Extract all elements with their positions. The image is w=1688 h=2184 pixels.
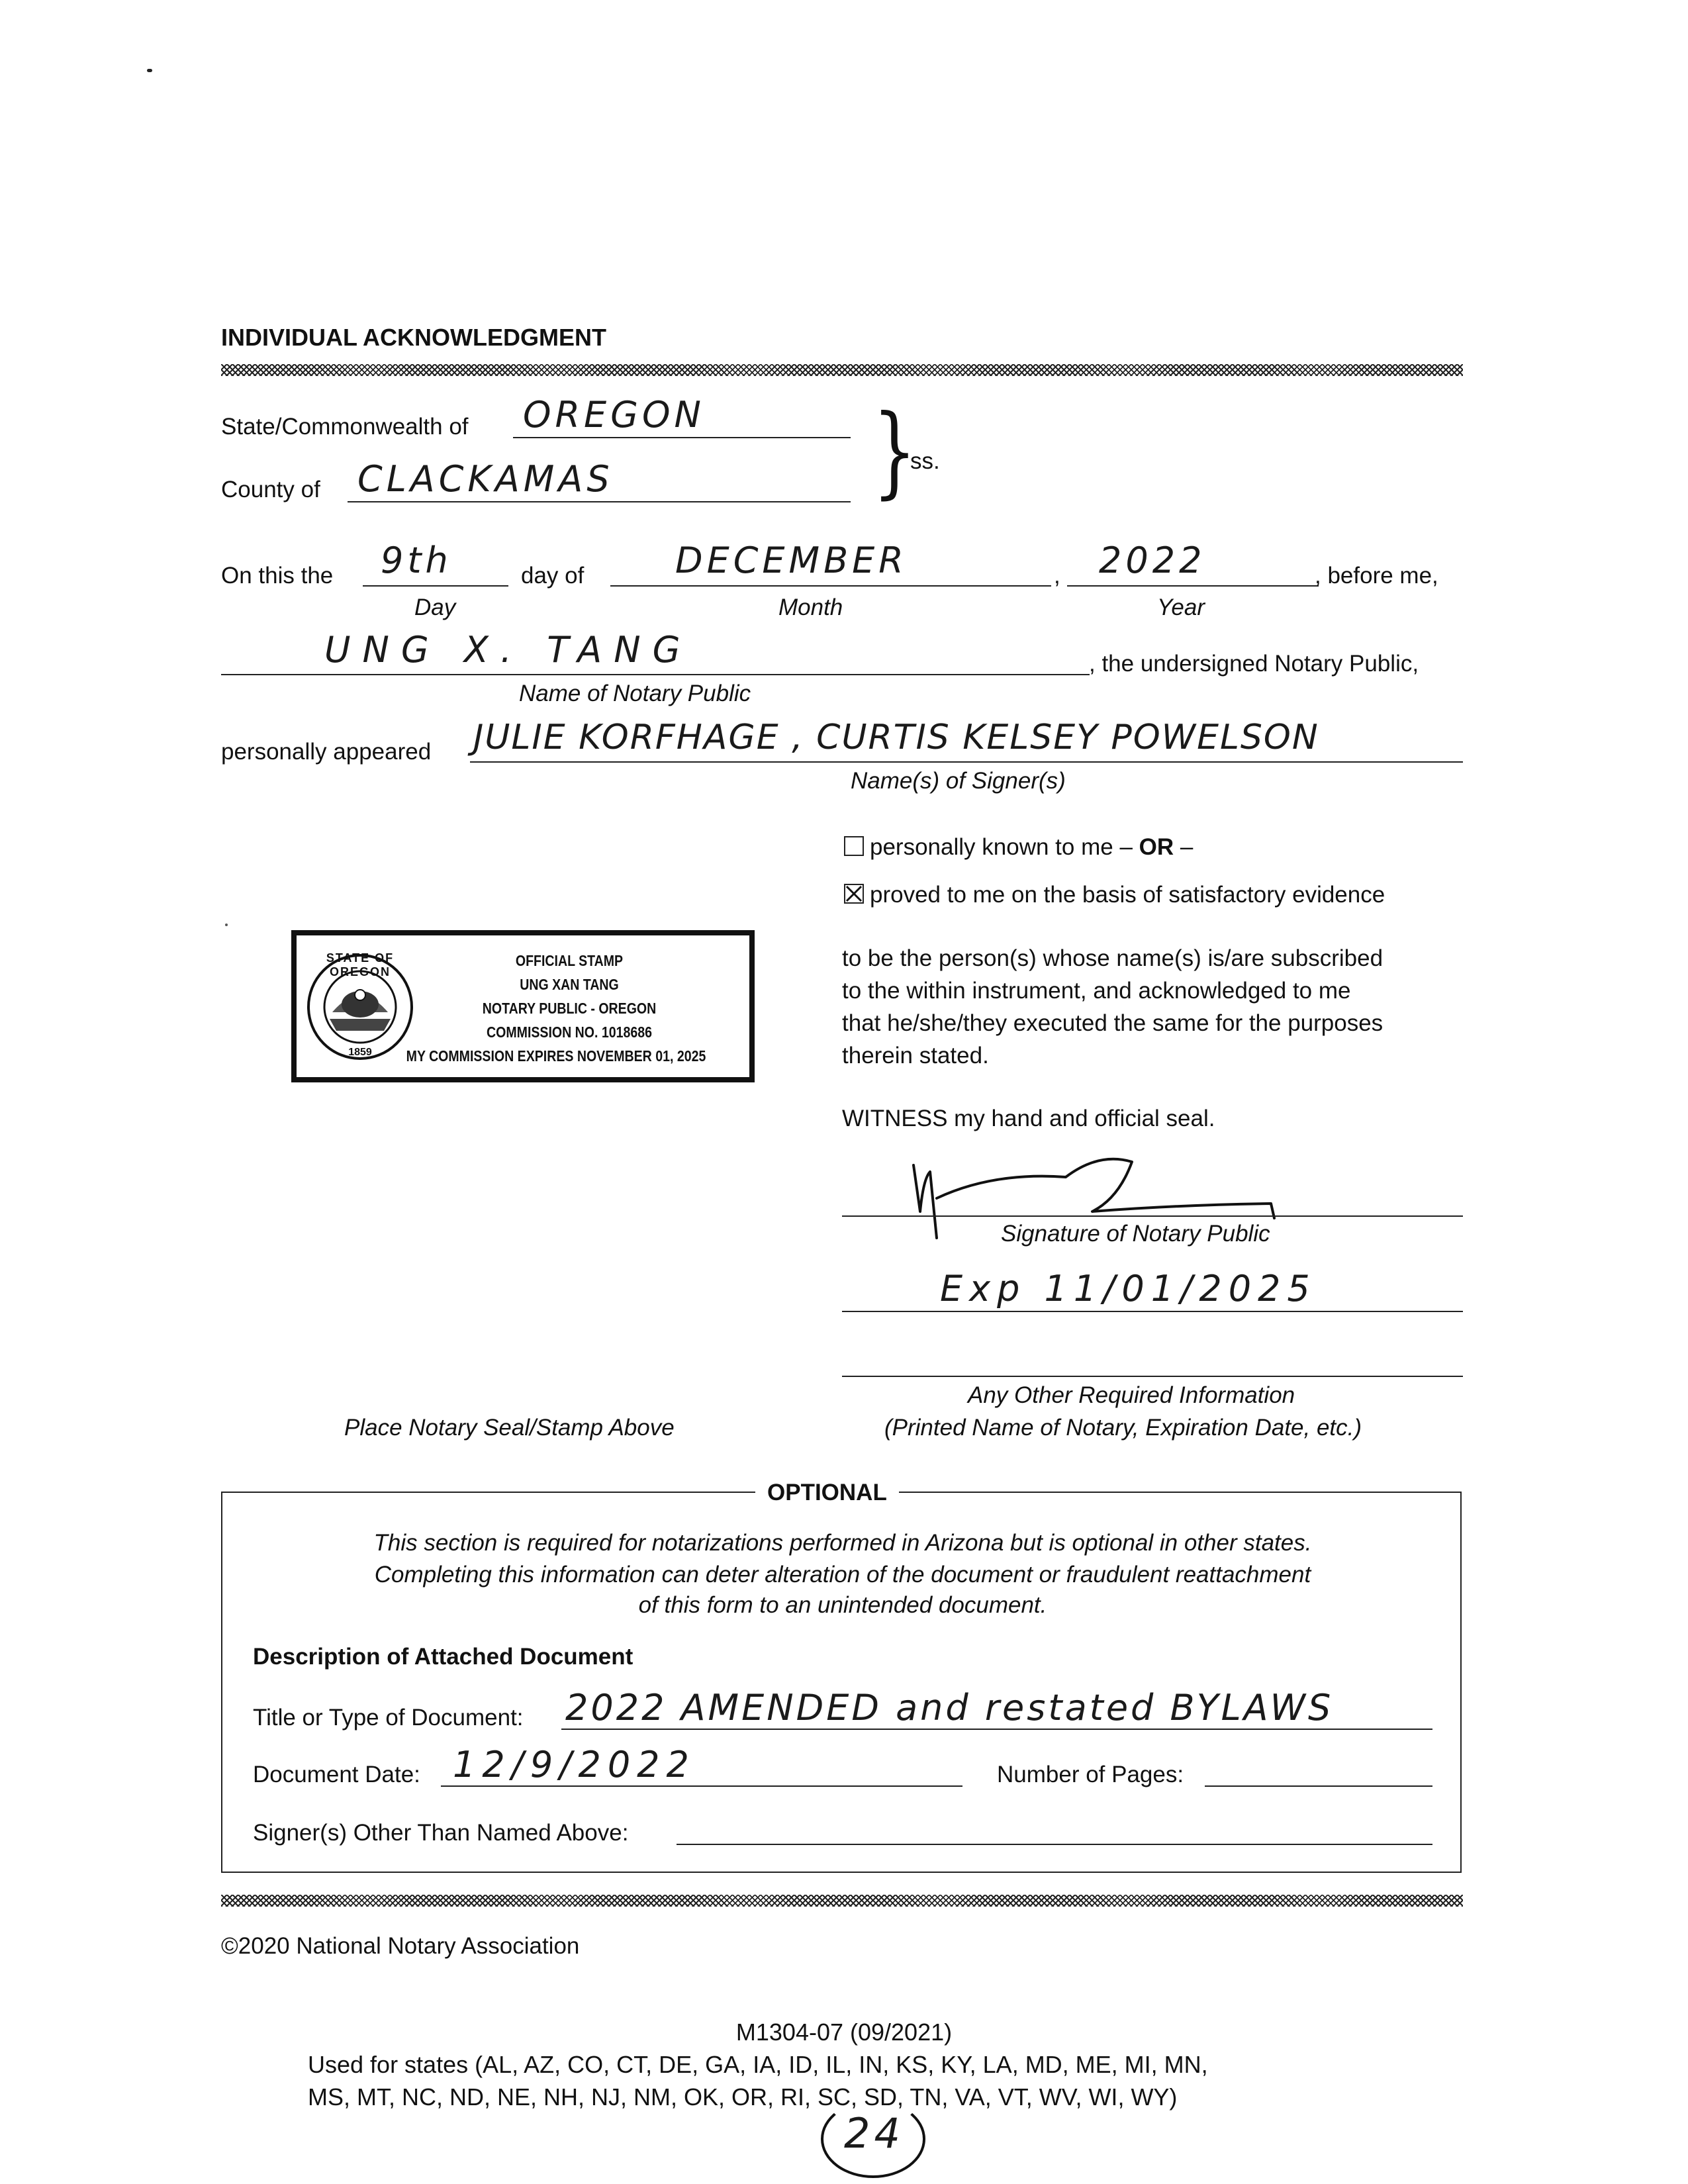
undersigned-label: , the undersigned Notary Public, [1089, 651, 1419, 677]
month-line [610, 585, 1051, 587]
date-label: Document Date: [253, 1762, 420, 1787]
personally-known-checkbox[interactable] [844, 836, 864, 856]
states-line-1: Used for states (AL, AZ, CO, CT, DE, GA, IA, ID, IL, IN, KS, KY, LA, MD, ME, MI, MN, [308, 2051, 1208, 2078]
optional-note-2: Completing this information can deter alteration of the document or fraudulent reattachment [374, 1562, 1311, 1588]
title-label: Title or Type of Document: [253, 1705, 524, 1731]
day-caption: Day [414, 594, 456, 620]
scan-speck [147, 69, 152, 72]
personally-known-text: personally known to me [870, 834, 1113, 860]
seal-year: 1859 [348, 1047, 372, 1058]
witness-label: WITNESS my hand and official seal. [842, 1106, 1215, 1131]
form-title: INDIVIDUAL ACKNOWLEDGMENT [221, 324, 606, 351]
stamp-line-2: UNG XAN TANG [520, 976, 619, 993]
stamp-line-3: NOTARY PUBLIC - OREGON [482, 1000, 657, 1017]
known-dash: – [1119, 834, 1133, 860]
other-info-handwritten: Exp 11/01/2025 [940, 1268, 1317, 1309]
other-info-caption-1: Any Other Required Information [968, 1382, 1295, 1408]
form-id: M1304-07 (09/2021) [735, 2018, 953, 2046]
title-handwritten: 2022 AMENDED and restated BYLAWS [565, 1687, 1334, 1729]
checkbox-x-mark [845, 885, 863, 902]
signers-handwritten: JULIE KORFHAGE , CURTIS KELSEY POWELSON [473, 718, 1319, 757]
signers-caption: Name(s) of Signer(s) [851, 768, 1066, 794]
signature-caption: Signature of Notary Public [1001, 1221, 1270, 1247]
other-signers-label: Signer(s) Other Than Named Above: [253, 1820, 629, 1846]
pages-label: Number of Pages: [997, 1762, 1184, 1787]
month-comma: , [1054, 563, 1060, 589]
stamp-line-4: COMMISSION NO. 1018686 [487, 1023, 652, 1041]
day-of-label: day of [521, 563, 585, 589]
stamp-line-1: OFFICIAL STAMP [515, 952, 624, 969]
seal-legend: STATE OF OREGON [326, 951, 395, 978]
optional-heading: OPTIONAL [755, 1481, 899, 1504]
other-info-caption-2: (Printed Name of Notary, Expiration Date, etc.) [884, 1415, 1362, 1441]
proved-evidence-label: proved to me on the basis of satisfactory evidence [870, 882, 1385, 908]
optional-section [221, 1480, 1462, 1873]
year-line [1067, 585, 1319, 587]
other-info-line-1 [842, 1311, 1463, 1312]
county-handwritten: CLACKAMAS [357, 458, 614, 500]
seal-caption: Place Notary Seal/Stamp Above [344, 1415, 675, 1441]
state-line [513, 437, 851, 438]
bottom-hatch-divider [221, 1895, 1463, 1907]
stamp-line-5: MY COMMISSION EXPIRES NOVEMBER 01, 2025 [406, 1047, 706, 1065]
other-signers-line [677, 1844, 1432, 1845]
body-line-4: therein stated. [842, 1043, 989, 1068]
page-number: 24 [844, 2109, 904, 2158]
month-handwritten: DECEMBER [675, 540, 908, 581]
before-me-label: , before me, [1315, 563, 1438, 589]
on-this-the-label: On this the [221, 563, 334, 589]
or-label: OR [1139, 834, 1174, 860]
title-line [561, 1729, 1432, 1730]
official-notary-stamp [291, 930, 755, 1082]
other-info-line-2 [842, 1376, 1463, 1377]
county-line [348, 501, 851, 502]
scan-speck [225, 924, 228, 926]
body-line-2: to the within instrument, and acknowledged to me [842, 978, 1351, 1004]
state-label: State/Commonwealth of [221, 414, 469, 440]
state-handwritten: OREGON [523, 394, 705, 436]
notary-name-caption: Name of Notary Public [519, 681, 751, 706]
personally-known-label [870, 835, 1193, 859]
optional-note-3: of this form to an unintended document. [638, 1592, 1047, 1618]
brace-glyph: } [872, 394, 917, 509]
signers-line [470, 761, 1463, 763]
day-handwritten: 9th [381, 540, 452, 581]
ss-label: ss. [910, 448, 940, 474]
pages-line [1205, 1785, 1432, 1787]
year-caption: Year [1157, 594, 1205, 620]
day-line [363, 585, 508, 587]
county-label: County of [221, 477, 320, 502]
date-line [441, 1785, 962, 1787]
body-line-1: to be the person(s) whose name(s) is/are subscribed [842, 945, 1383, 971]
states-line-2: MS, MT, NC, ND, NE, NH, NJ, NM, OK, OR, RI, SC, SD, TN, VA, VT, WV, WI, WY) [308, 2083, 1178, 2111]
copyright-text: ©2020 National Notary Association [221, 1933, 580, 1959]
body-line-3: that he/she/they executed the same for the purposes [842, 1010, 1383, 1036]
signature-line [842, 1215, 1463, 1217]
notary-name-handwritten: UNG X. TANG [324, 629, 692, 671]
top-hatch-divider [221, 364, 1463, 376]
personally-appeared-label: personally appeared [221, 739, 432, 765]
or-dash: – [1180, 834, 1194, 860]
description-title: Description of Attached Document [253, 1644, 633, 1670]
notary-name-line [221, 674, 1090, 675]
year-handwritten: 2022 [1099, 540, 1206, 581]
month-caption: Month [778, 594, 843, 620]
proved-evidence-checkbox[interactable] [844, 884, 864, 904]
date-handwritten: 12/9/2022 [453, 1744, 696, 1785]
optional-note-1: This section is required for notarizations performed in Arizona but is optional in other states. [373, 1530, 1312, 1556]
